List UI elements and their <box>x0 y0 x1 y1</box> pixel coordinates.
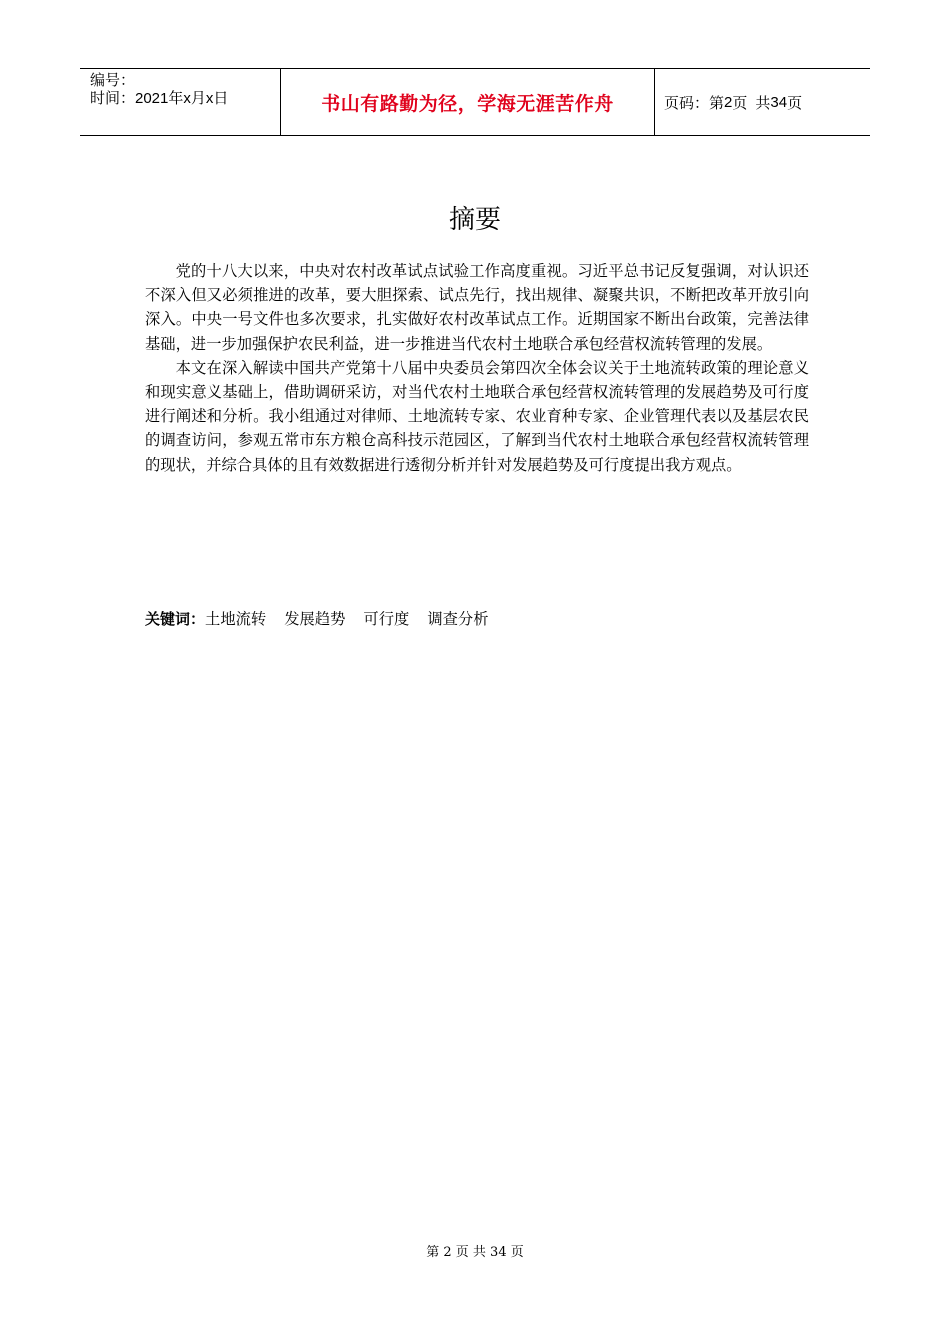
page-total-prefix: 共 <box>755 94 771 112</box>
page-mid: 页 <box>732 94 748 112</box>
keyword-item: 土地流转 <box>205 610 267 628</box>
page-current: 2 <box>724 93 733 111</box>
header-page-cell <box>655 69 870 135</box>
header-meta-cell <box>80 69 281 135</box>
document-date: 时间：2021年x月x日 <box>90 90 229 107</box>
page-title: 摘要 <box>448 205 501 235</box>
document-number-label: 编号： <box>90 72 136 89</box>
abstract-paragraph: 党的十八大以来，中央对农村改革试点试验工作高度重视。习近平总书记反复强调，对认识还不深入但又必须推进的改革，要大胆探索、试点先行，找出规律、凝聚共识，不断把改革开放引向深入。中央一号文件也多次要求，扎实做好农村改革试点工作。近期国家不断出台政策，完善法律基础，进一步加强保护农民利益，进一步推进当代农村土地联合承包经营权流转管理的发展。 <box>145 262 809 353</box>
page-prefix: 页码：第 <box>664 94 725 112</box>
abstract-paragraph: 本文在深入解读中国共产党第十八届中央委员会第四次全体会议关于土地流转政策的理论意义和现实意义基础上，借助调研采访，对当代农村土地联合承包经营权流转管理的发展趋势及可行度进行阐述和分析。我小组通过对律师、土地流转专家、农业育种专家、企业管理代表以及基层农民的调查访问，参观五常市东方粮仓高科技示范园区，了解到当代农村土地联合承包经营权流转管理的现状，并综合具体的且有效数据进行透彻分析并针对发展趋势及可行度提出我方观点。 <box>145 358 809 474</box>
keyword-item: 发展趋势 <box>284 610 346 628</box>
page-total: 34 <box>770 93 788 111</box>
page-footer: 第 2 页 共 34 页 <box>426 1245 524 1260</box>
page-suffix: 页 <box>787 94 803 112</box>
header-motto: 书山有路勤为径，学海无涯苦作舟 <box>321 92 614 115</box>
keyword-item: 调查分析 <box>427 610 489 628</box>
abstract-body <box>145 259 809 477</box>
keywords-line <box>145 608 507 630</box>
keyword-item: 可行度 <box>363 610 410 628</box>
header-motto-cell <box>281 69 655 135</box>
keywords-label: 关键词： <box>145 610 206 628</box>
document-header <box>80 68 870 136</box>
